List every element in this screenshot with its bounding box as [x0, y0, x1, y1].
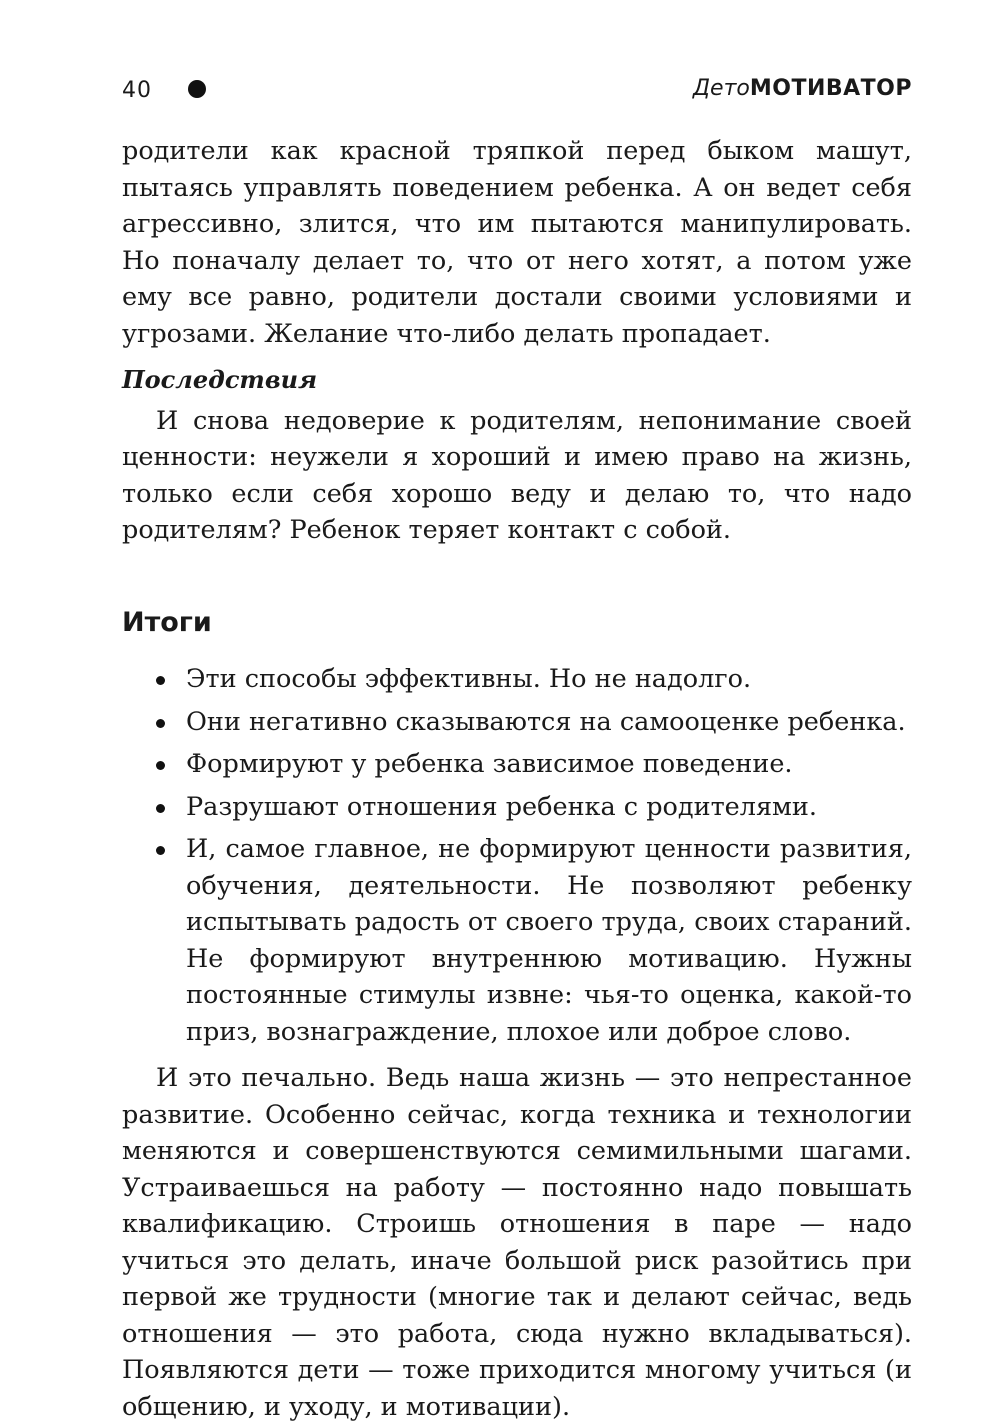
summary-title: Итоги — [122, 606, 212, 638]
bullet-icon — [156, 846, 165, 855]
list-item-text: Разрушают отношения ребенка с родителями. — [186, 791, 817, 822]
page-body — [122, 133, 912, 1425]
list-item — [122, 704, 912, 741]
bullet-icon — [156, 804, 165, 813]
list-item-text: Формируют у ребенка зависимое поведение. — [186, 749, 793, 779]
bullet-dot-icon — [188, 80, 206, 98]
list-item-text: И, самое главное, не формируют ценности развития, обучения, деятельности. Не позволяют ребенку испытывать радость от своего труда, своих стараний. Не формируют внутреннюю мотивацию. Нужны постоянные стимулы извне: чья-то оценка, какой-то приз, вознаграждение, плохое или доброе слово. — [186, 834, 912, 1047]
bullet-icon — [156, 719, 165, 728]
running-title-bold: МОТИВАТОР — [749, 76, 912, 101]
running-title — [693, 76, 912, 101]
list-item — [122, 789, 912, 826]
running-title-italic: Дето — [692, 76, 750, 101]
closing-paragraph: И это печально. Ведь наша жизнь — это непрестанное развитие. Особенно сейчас, когда техника и технологии меняются и совершенствуются семимильными шагами. Устраиваешься на работу — постоянно надо повышать квалификацию. Строишь отношения в паре — надо учиться это делать, иначе большой риск разойтись при первой же трудности (многие так и делают сейчас, ведь отношения — это работа, сюда нужно вкладываться). Появляются дети — тоже приходится многому учиться (и общению, и уходу, и мотивации). — [122, 1063, 912, 1422]
page-number: 40 — [122, 78, 152, 103]
paragraph-continued: родители как красной тряпкой перед быком машут, пытаясь управлять поведением ребенка. А он ведет себя агрессивно, злится, что им пытаются манипулировать. Но поначалу делает то, что от него хотят, а потом уже ему все равно, родители достали своими условиями и угрозами. Желание что-либо делать пропадает. — [122, 136, 912, 349]
list-item — [122, 831, 912, 1050]
consequences-heading: Последствия — [122, 365, 318, 394]
summary-list — [122, 661, 912, 1050]
bullet-icon — [156, 761, 165, 770]
bullet-icon — [156, 676, 165, 685]
list-item — [122, 661, 912, 698]
list-item-text: Они негативно сказываются на самооценке ребенка. — [186, 706, 906, 737]
list-item — [122, 746, 912, 783]
list-item-text: Эти способы эффективны. Но не надолго. — [186, 664, 752, 694]
consequences-text: И снова недоверие к родителям, непонимание своей ценности: неужели я хороший и имею право на жизнь, только если себя хорошо веду и делаю то, что надо родителям? Ребенок теряет контакт с собой. — [122, 405, 912, 545]
page-header — [122, 72, 912, 108]
